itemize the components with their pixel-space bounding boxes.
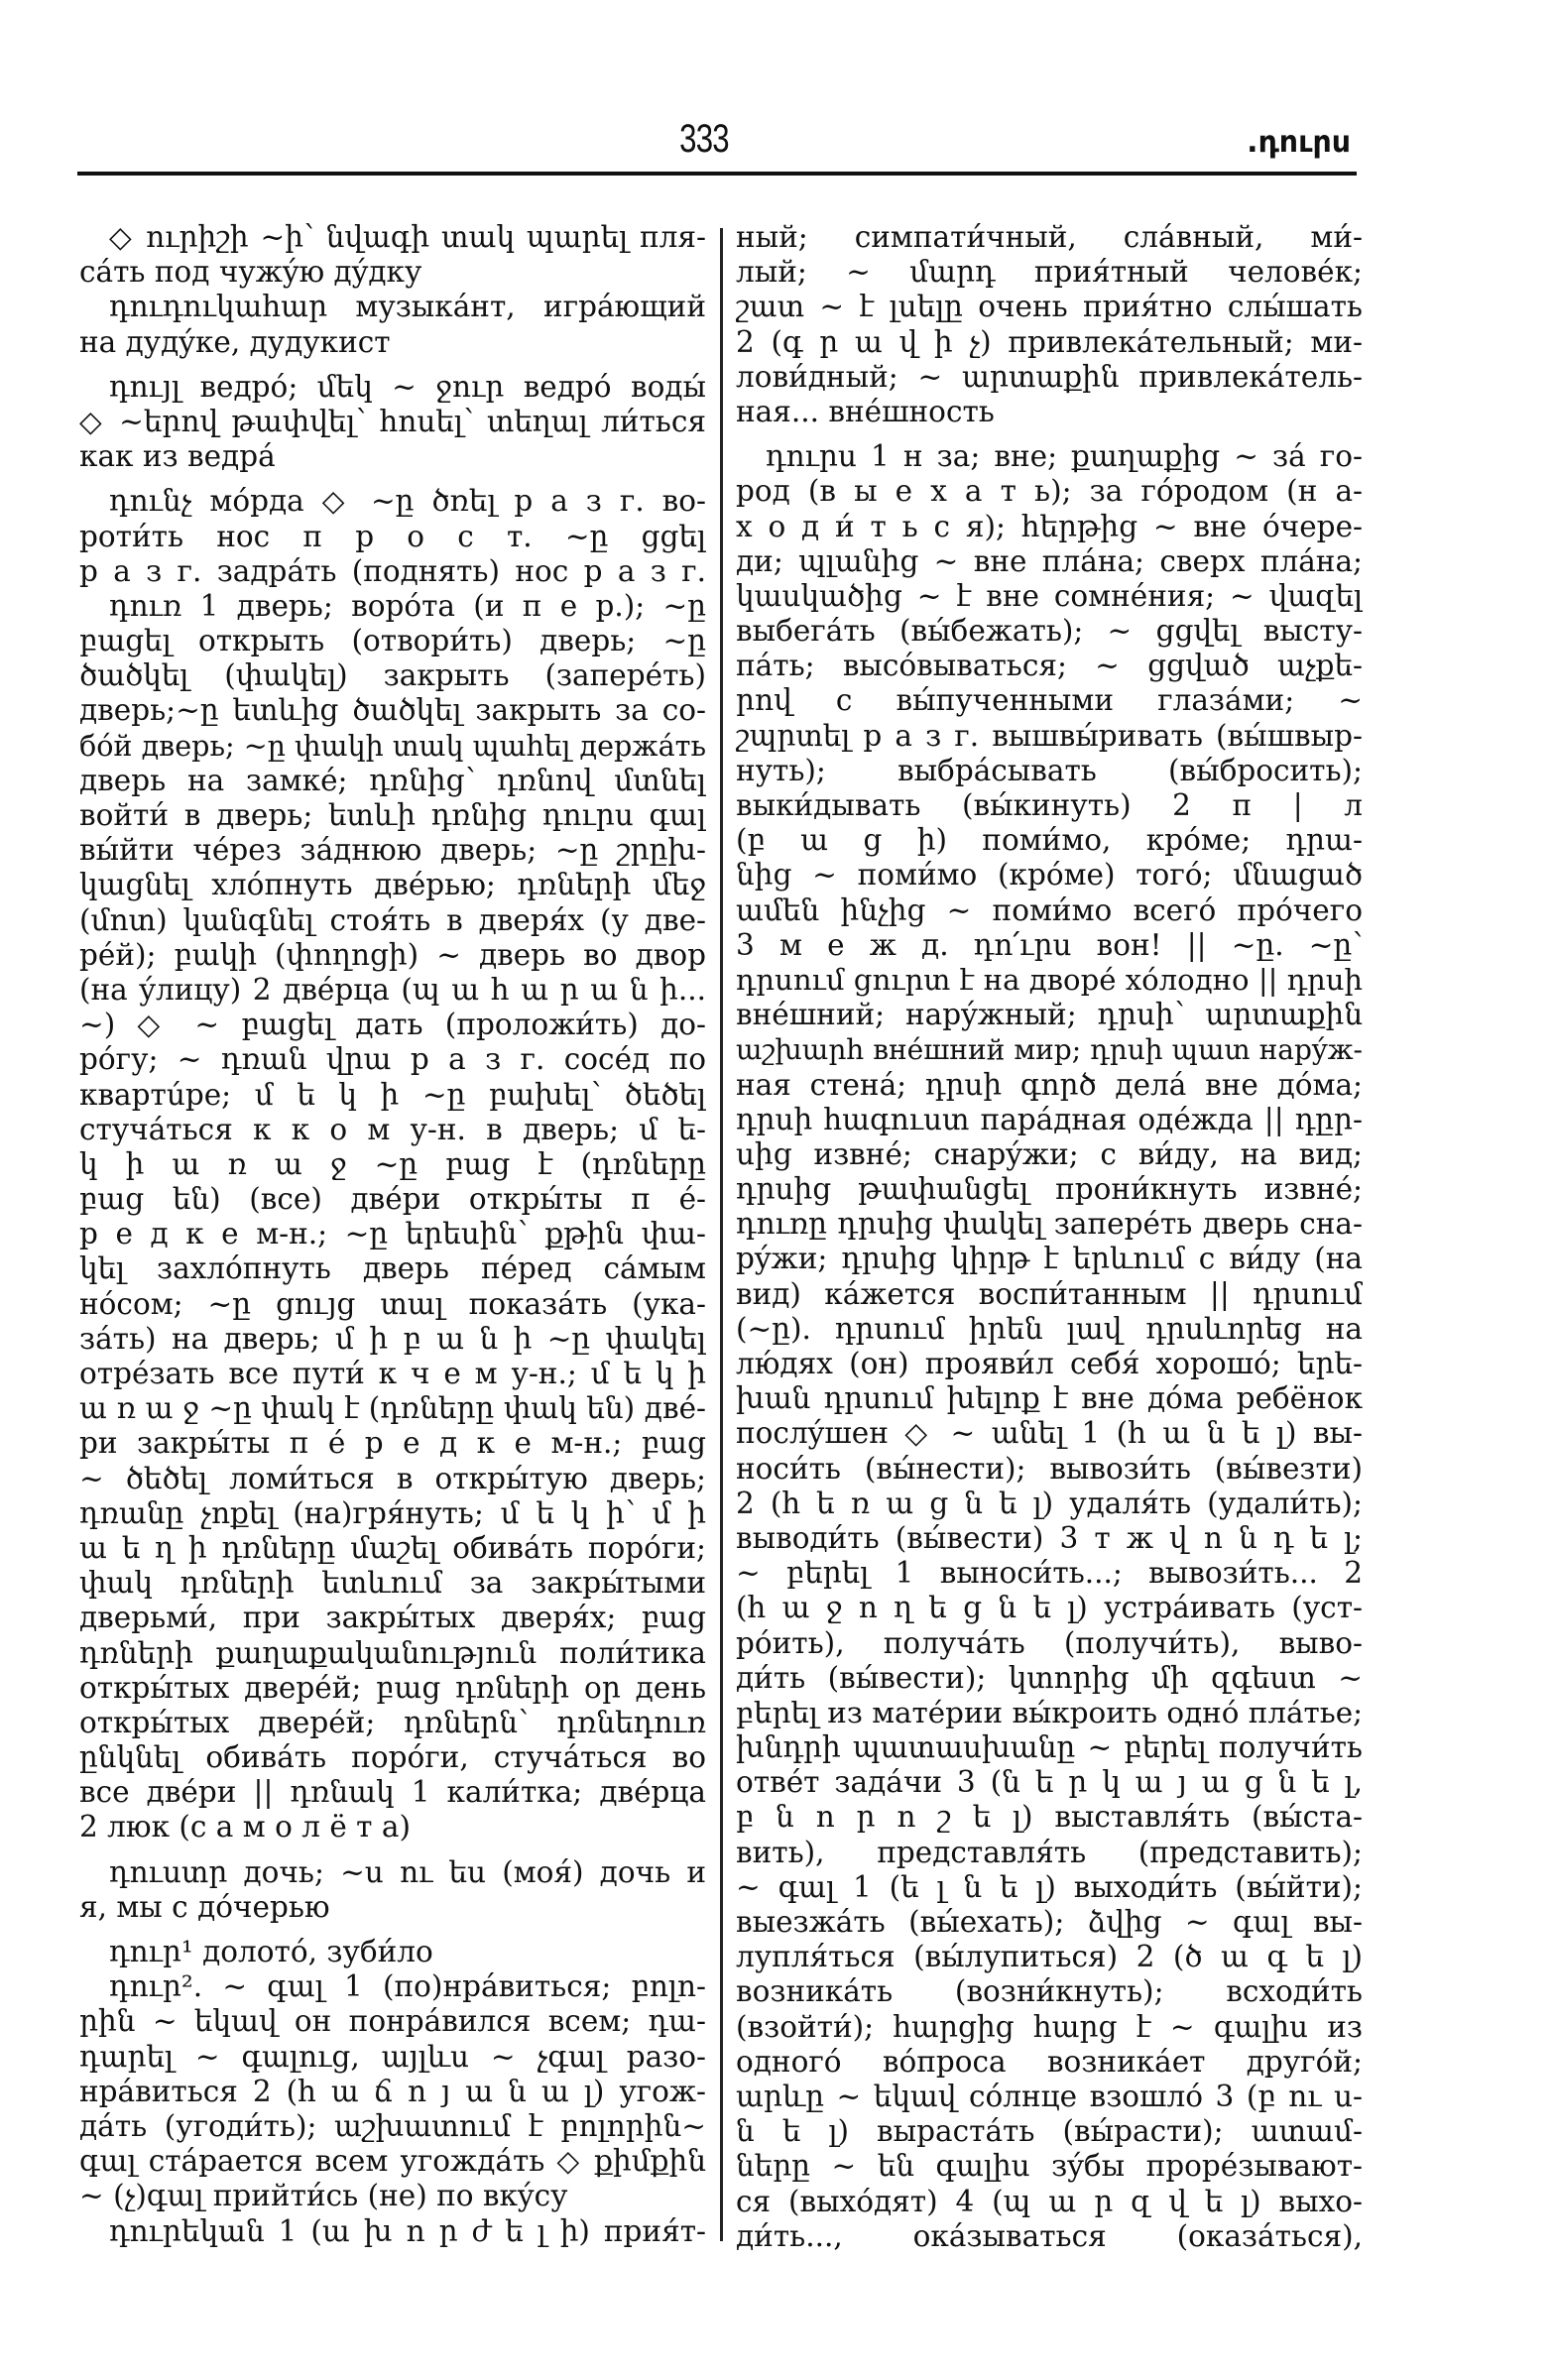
dictionary-line: ди́ть..., окáзываться (оказáться), — [736, 2218, 1363, 2253]
dictionary-line: пáть; высóвываться; ~ ցցված աչքե- — [736, 649, 1363, 683]
dictionary-line: выводи́ть (вы́вести) 3 т ж վ ո ն դ ե լ; — [736, 1520, 1363, 1555]
dictionary-line: (~ը). դրսում իրեն լավ դրսևորեց на — [736, 1311, 1363, 1346]
page-number: 333 — [679, 117, 729, 161]
dictionary-line: лови́дный; ~ արտաքին привлекáтель- — [736, 359, 1363, 394]
dictionary-line: ди́ть (вы́вести); կտորից մի զգեստ ~ — [736, 1660, 1363, 1695]
dictionary-line: дáть (угоди́ть); աշխատում է բոլորին~ — [79, 2108, 706, 2143]
dictionary-line: рéй); բակի (փողոցի) ~ дверь во двор — [79, 937, 706, 972]
dictionary-line: откры́тых дверéй; դռներն՝ դռնեդուռ — [79, 1705, 706, 1739]
dictionary-line: ընկնել обивáть порóги, стучáться во — [79, 1740, 706, 1775]
dictionary-line: ~ ծեծել ломи́ться в откры́тую дверь; — [79, 1461, 706, 1495]
dictionary-line: ~ բերել 1 выноси́ть...; вывози́ть... 2 — [736, 1556, 1363, 1591]
dictionary-line: стучáться к к о м у-н. в дверь; մ ե- — [79, 1112, 706, 1146]
dictionary-line: ный; симпати́чный, слáвный, ми́- — [736, 220, 1363, 254]
dictionary-line: (բ ա ց ի) поми́мо, крóме; դրա- — [736, 823, 1363, 858]
dictionary-line: 2 люк (с а м о л ё т а) — [79, 1810, 411, 1844]
dictionary-line: бóй дверь; ~ը փակի տակ պահել держáть — [79, 728, 706, 763]
dictionary-line: դուրս 1 н за; вне; քաղաքից ~ зá го- — [766, 439, 1363, 474]
dictionary-line: род (в ы е х а т ь); за гóродом (н а- — [736, 474, 1363, 509]
dictionary-line: вить), представля́ть (представить); — [736, 1835, 1363, 1869]
dictionary-line: դարել ~ գալուց, այլևս ~ չգալ разо- — [79, 2039, 706, 2074]
dictionary-line: квартúре; մ ե կ ի ~ը բախել՝ ծեծել — [79, 1077, 706, 1112]
dictionary-line: дверь;~ը ետևից ծածկել закрыть за со- — [79, 693, 706, 728]
dictionary-line: возникáть (возни́кнуть); всходи́ть — [736, 1974, 1363, 2009]
dictionary-line: ся (выхóдят) 4 (պ ա ր զ վ ե լ) выхо- — [736, 2184, 1363, 2218]
dictionary-line: րին ~ եկավ он понрáвился всем; դա- — [79, 2004, 706, 2039]
dictionary-line: роти́ть нос п р о с т. ~ը ցցել — [79, 519, 706, 553]
dictionary-line: բացել открыть (отвори́ть) дверь; ~ը — [79, 624, 706, 658]
dictionary-line: 2 (գ ր ա վ ի չ) привлекáтельный; ми- — [736, 324, 1363, 359]
dictionary-line: дверь на замкé; դռնից՝ դռնով մտնել — [79, 763, 706, 797]
dictionary-line: սից извнé; снарýжи; с ви́ду, на вид; — [736, 1136, 1363, 1171]
dictionary-line: բաց են) (все) двéри откры́ты п é- — [79, 1182, 706, 1217]
dictionary-line: ◇ ուրիշի ~ի՝ նվագի տակ պարել пля- — [109, 220, 706, 254]
dictionary-line: выезжáть (вы́ехать); ձվից ~ գալ вы- — [736, 1905, 1363, 1939]
dictionary-line: դուրեկան 1 (ա խ ո ր ժ ե լ ի) прия́т- — [109, 2213, 706, 2248]
dictionary-line: рóгу; ~ դռան վրա р а з г. сосéд по — [79, 1042, 706, 1077]
dictionary-line: ամեն ինչից ~ поми́мо всегó прóчего — [736, 892, 1363, 927]
dictionary-line: выки́дывать (вы́кинуть) 2 п | л — [736, 788, 1363, 822]
dictionary-line: կ ի ա ռ ա ջ ~ը բաց է (դռները — [79, 1146, 706, 1181]
dictionary-line: ~ (չ)գալ прийти́сь (не) по вкýсу — [79, 2179, 568, 2213]
dictionary-line: зáть) на дверь; մ ի բ ա ն ի ~ը փակել — [79, 1321, 706, 1356]
dictionary-line: (на ýлицу) 2 двéрца (պ ա հ ա ր ա ն ի... — [79, 972, 706, 1007]
dictionary-line: 3 м е ж д. դո՛ւրս вон! || ~ը. ~ը՝ — [736, 927, 1363, 962]
dictionary-line: դուռ 1 дверь; ворóта (и п е р.); ~ը — [109, 588, 706, 623]
dictionary-line: րով с вы́пученными глазáми; ~ — [736, 683, 1363, 718]
dictionary-line: դուր¹ долотó, зуби́ло — [109, 1935, 433, 1968]
dictionary-line: откры́тых дверéй; բաց դռների օր день — [79, 1670, 706, 1705]
dictionary-line: как из ведрá — [79, 439, 276, 474]
dictionary-line: փակ դռների ետևում за закры́тыми — [79, 1566, 706, 1601]
dictionary-line: գալ стáрается всем угождáть ◇ քիմքին — [79, 2144, 706, 2179]
dictionary-line: х о д и́ т ь с я); հերթից ~ вне óчере- — [736, 509, 1363, 543]
dictionary-line: (հ ա ջ ո ղ ե ց ն ե լ) устрáивать (уст- — [736, 1591, 1363, 1625]
dictionary-line: на дудýке, дудукист — [79, 324, 391, 359]
dictionary-line: ◇ ~երով թափվել՝ հոսել՝ տեղալ ли́ться — [79, 404, 706, 438]
dictionary-line: (взойти́); հարցից հարց է ~ գալիս из — [736, 2009, 1363, 2044]
dictionary-line: выбегáть (вы́бежать); ~ ցցվել высту- — [736, 614, 1363, 649]
dictionary-line: рýжи; դրսից կիրթ է երևում с ви́ду (на — [736, 1242, 1363, 1276]
dictionary-line: դռների քաղաքականություն поли́тика — [79, 1635, 706, 1670]
dictionary-line: нóсом; ~ը ցույց տալ показáть (ука- — [79, 1286, 706, 1321]
dictionary-line: лупля́ться (вы́лупиться) 2 (ծ ա գ ե լ) — [736, 1940, 1363, 1974]
dictionary-line: ная... внéшность — [736, 394, 995, 428]
dictionary-line: դրսում ցուրտ է на дворé хóлодно || դրսի — [736, 962, 1363, 997]
header-rule — [77, 172, 1357, 176]
dictionary-line: лю́дях (он) прояви́л себя́ хорошó; երե- — [736, 1347, 1363, 1380]
dictionary-line: рóить), получáть (получи́ть), выво- — [736, 1625, 1363, 1660]
dictionary-line: ная стенá; դրսի գործ делá вне дóма; — [736, 1067, 1363, 1102]
dictionary-line: ~) ◇ ~ բացել дать (проложи́ть) до- — [79, 1008, 706, 1042]
dictionary-line: войти́ в дверь; ետևի դռնից դուրս գալ — [79, 798, 706, 832]
dictionary-line: ա ռ ա ջ ~ը փակ է (դռները փակ են) двé- — [79, 1391, 706, 1426]
dictionary-line: դույլ ведрó; մեկ ~ ջուր ведрó воды́ — [109, 369, 706, 404]
dictionary-line: послýшен ◇ ~ անել 1 (հ ա ն ե լ) вы- — [736, 1416, 1363, 1451]
dictionary-line: դուստր дочь; ~ս ու ես (моя́) дочь и — [109, 1854, 706, 1889]
dictionary-line: դուդուկահար музыкáнт, игрáющий — [109, 290, 706, 324]
dictionary-line: շպրտել р а з г. вышвы́ривать (вы́швыр- — [736, 718, 1363, 753]
dictionary-line: р е д к е м-н.; ~ը երեսին՝ քթին փա- — [79, 1217, 706, 1251]
dictionary-line: դուր². ~ գալ 1 (по)нрáвиться; բոլո- — [109, 1969, 706, 2004]
dictionary-line: все двéри || դռնակ 1 кали́тка; двéрца — [79, 1775, 706, 1810]
dictionary-line: ри закры́ты п é р е д к е м-н.; բաց — [79, 1426, 706, 1461]
dictionary-line: նից ~ поми́мо (крóме) тогó; մնացած — [736, 858, 1363, 892]
dictionary-line: носи́ть (вы́нести); вывози́ть (вы́везти) — [736, 1451, 1363, 1486]
dictionary-line: вид) кáжется воспи́танным || դրսում — [736, 1276, 1363, 1311]
dictionary-line: отрéзать все пути́ к ч е м у-н.; մ ե կ ի — [79, 1357, 706, 1390]
dictionary-line: կասկածից ~ է вне сомнéния; ~ վազել — [736, 578, 1363, 613]
dictionary-line: одногó вóпроса возникáет другóй; — [736, 2044, 1363, 2079]
dictionary-line: р а з г. задрáть (поднять) нос р а з г. — [79, 553, 706, 588]
dictionary-line: нрáвиться 2 (հ ա ճ ո յ ա ն ա լ) угож- — [79, 2074, 706, 2108]
dictionary-line: բերել из матéрии вы́кроить однó плáтье; — [736, 1695, 1363, 1729]
dictionary-line: (մոտ) կանգնել стоя́ть в дверя́х (у две- — [79, 902, 706, 937]
dictionary-line: կացնել хлóпнуть двéрью; դռների մեջ — [79, 868, 706, 902]
dictionary-line: 2 (հ ե ռ ա ց ն ե լ) удаля́ть (удали́ть); — [736, 1486, 1363, 1520]
dictionary-line: արևը ~ եկավ сóлнце взошлó 3 (բ ու ս- — [736, 2079, 1363, 2113]
dictionary-line: дверьми́, при закры́тых дверя́х; բաց — [79, 1601, 706, 1635]
column-divider — [720, 228, 723, 2241]
dictionary-line: лый; ~ մարդ прия́тный человéк; — [736, 255, 1363, 290]
dictionary-line: ծածկել (փակել) закрыть (заперéть) — [79, 658, 706, 693]
dictionary-line: вы́йти чéрез зáднюю дверь; ~ը շրըխ- — [79, 833, 706, 868]
dictionary-line: խան դրսում խելոք է вне дóма ребёнок — [736, 1381, 1363, 1416]
right-column — [736, 220, 1363, 2254]
dictionary-line: ди; պլանից ~ вне плáна; сверх плáна; — [736, 543, 1363, 578]
dictionary-line: ները ~ են գալիս зýбы прорéзывают- — [736, 2149, 1363, 2184]
dictionary-line: ն ե լ) вырастáть (вы́расти); ատամ- — [736, 2114, 1363, 2149]
dictionary-line: դրսից թափանցել прони́кнуть извнé; — [736, 1172, 1363, 1207]
dictionary-line: աշխարհ внéшний мир; դրսի պատ нарýж- — [736, 1033, 1363, 1067]
dictionary-line: շատ ~ է լսելը очень прия́тно слы́шать — [736, 290, 1363, 324]
dictionary-line: сáть под чужýю дýдку — [79, 255, 422, 290]
dictionary-line: բ ն ո ր ո շ ե լ) выставля́ть (вы́ста- — [736, 1800, 1363, 1835]
dictionary-line: внéшний; нарýжный; դրսի՝ արտաքին — [736, 998, 1363, 1032]
dictionary-line: կել захлóпнуть дверь пéред сáмым — [79, 1251, 706, 1286]
running-head: .դուրս — [1247, 125, 1351, 160]
dictionary-line: դռանը չոքել (на)гря́нуть; մ ե կ ի՝ մ ի — [79, 1495, 706, 1530]
dictionary-line: խնդրի պատասխանը ~ բերել получи́ть — [736, 1730, 1363, 1765]
dictionary-line: դրսի հագուստ парáдная одéжда || դըր- — [736, 1102, 1363, 1136]
dictionary-line: я, мы с дóчерью — [79, 1889, 330, 1924]
dictionary-line: ա ե ղ ի դռները մաշել обивáть порóги; — [79, 1530, 706, 1565]
dictionary-line: դուռը դրսից փակել заперéть дверь сна- — [736, 1207, 1363, 1242]
left-column — [79, 220, 706, 2249]
dictionary-line: ~ գալ 1 (ե լ ն ե լ) выходи́ть (вы́йти); — [736, 1869, 1363, 1904]
dictionary-line: отвéт задáчи 3 (ն ե ր կ ա յ ա ց ն ե լ, — [736, 1765, 1363, 1800]
dictionary-line: դունչ мóрда ◇ ~ը ծռել р а з г. во- — [109, 484, 706, 519]
dictionary-line: нуть); выбрáсывать (вы́бросить); — [736, 753, 1363, 787]
